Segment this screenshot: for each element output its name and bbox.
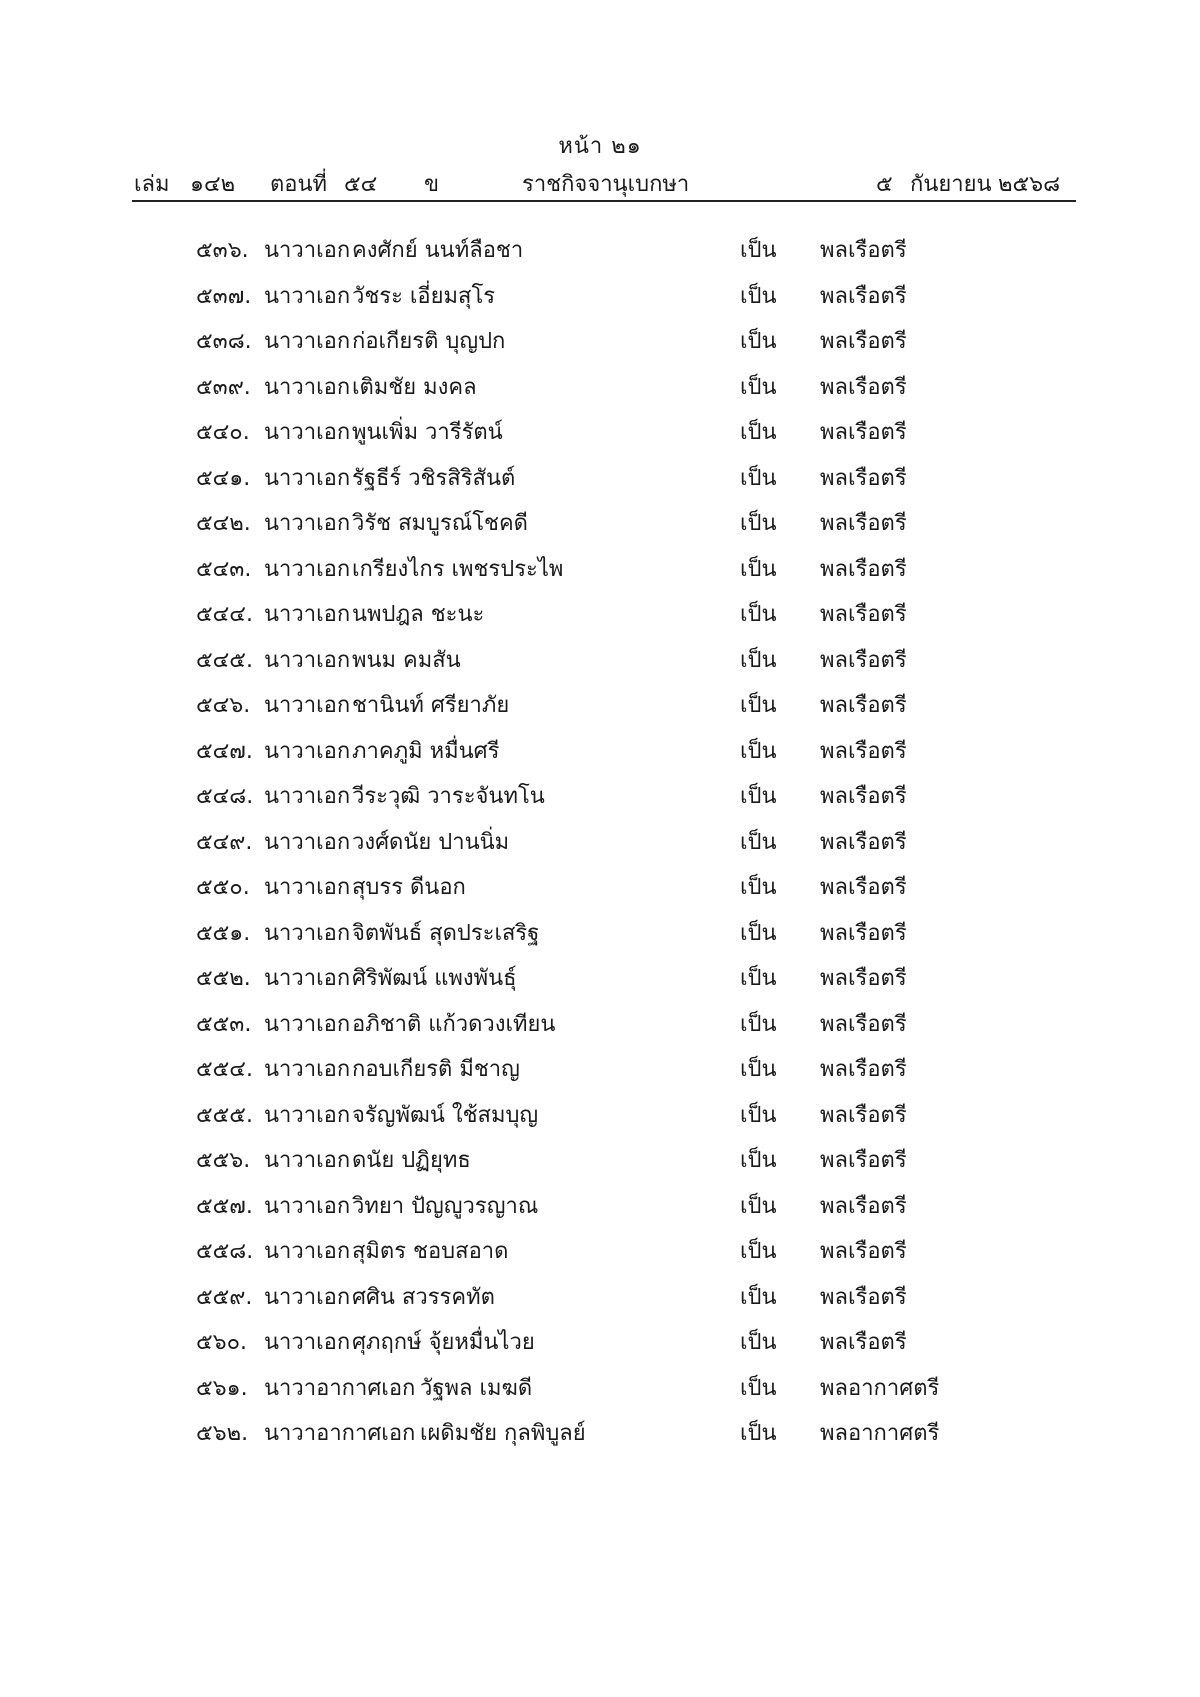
entry-new-rank: พลเรือตรี: [820, 784, 907, 809]
entry-current-rank: นาวาเอก: [264, 647, 351, 673]
volume-label: เล่ม: [134, 172, 170, 197]
entry-new-rank: พลเรือตรี: [820, 1057, 907, 1082]
entry-name: จิตพันธ์ สุดประเสริฐ: [352, 920, 540, 946]
entry-connector: เป็น: [740, 1284, 777, 1310]
list-item: [0, 1002, 1200, 1048]
entry-current-rank: นาวาเอก: [264, 238, 351, 263]
list-item: [0, 729, 1200, 775]
issue-section: ข: [424, 172, 440, 197]
entry-name: วีระวุฒิ วาระจันทโน: [352, 784, 545, 809]
list-item: [0, 274, 1200, 320]
entry-number: ๕๔๖.: [196, 693, 251, 718]
entry-current-rank: นาวาเอก: [264, 602, 351, 627]
entry-current-rank: นาวาเอก: [264, 283, 351, 309]
list-item: [0, 501, 1200, 547]
entry-new-rank: พลเรือตรี: [820, 829, 907, 855]
entry-current-rank: นาวาเอก: [264, 1102, 351, 1128]
promotion-list: [0, 228, 1200, 1457]
entry-name: วัฐพล เมฆดี: [420, 1375, 533, 1401]
entry-name: รัฐธีร์ วชิรสิริสันต์: [352, 465, 516, 491]
list-item: [0, 1138, 1200, 1184]
entry-current-rank: นาวาเอก: [264, 829, 351, 855]
entry-connector: เป็น: [740, 1148, 777, 1173]
entry-current-rank: นาวาเอก: [264, 1330, 351, 1355]
entry-new-rank: พลเรือตรี: [820, 283, 907, 309]
entry-number: ๕๔๐.: [196, 420, 250, 445]
entry-new-rank: พลเรือตรี: [820, 556, 907, 582]
entry-name: วิทยา ปัญญูวรญาณ: [352, 1193, 539, 1219]
entry-current-rank: นาวาเอก: [264, 966, 351, 991]
entry-new-rank: พลอากาศตรี: [820, 1421, 940, 1446]
entry-connector: เป็น: [740, 1011, 777, 1037]
header-rule: [132, 200, 1076, 202]
date-month: กันยายน: [910, 172, 992, 197]
entry-number: ๕๓๗.: [196, 283, 252, 309]
entry-connector: เป็น: [740, 329, 777, 354]
entry-current-rank: นาวาเอก: [264, 465, 351, 491]
entry-name: พนม คมสัน: [352, 647, 461, 673]
entry-number: ๕๕๐.: [196, 875, 250, 900]
entry-new-rank: พลเรือตรี: [820, 920, 907, 946]
entry-connector: เป็น: [740, 556, 777, 582]
entry-name: เผดิมชัย กุลพิบูลย์: [420, 1421, 586, 1446]
entry-name: สุมิตร ชอบสอาด: [352, 1239, 509, 1264]
page-number: หน้า ๒๑: [558, 134, 642, 159]
entry-number: ๕๕๗.: [196, 1193, 253, 1219]
list-item: [0, 228, 1200, 274]
entry-number: ๕๔๘.: [196, 784, 254, 809]
date-year: ๒๕๖๘: [998, 172, 1061, 197]
entry-connector: เป็น: [740, 1330, 777, 1355]
entry-name: วงศ์ดนัย ปานนิ่ม: [352, 829, 510, 855]
list-item: [0, 1275, 1200, 1321]
entry-connector: เป็น: [740, 374, 777, 400]
entry-number: ๕๔๙.: [196, 829, 253, 855]
entry-connector: เป็น: [740, 465, 777, 491]
entry-number: ๕๕๒.: [196, 966, 251, 991]
entry-new-rank: พลเรือตรี: [820, 374, 907, 400]
entry-number: ๕๕๙.: [196, 1284, 253, 1310]
entry-new-rank: พลเรือตรี: [820, 647, 907, 673]
entry-connector: เป็น: [740, 1421, 777, 1446]
entry-number: ๕๖๐.: [196, 1330, 248, 1355]
entry-name: นพปฎล ชะนะ: [352, 602, 485, 627]
entry-connector: เป็น: [740, 784, 777, 809]
entry-number: ๕๕๓.: [196, 1011, 252, 1037]
entry-number: ๕๔๕.: [196, 647, 253, 673]
entry-current-rank: นาวาเอก: [264, 1011, 351, 1037]
entry-number: ๕๕๘.: [196, 1239, 254, 1264]
entry-number: ๕๔๗.: [196, 738, 253, 764]
list-item: [0, 410, 1200, 456]
entry-new-rank: พลเรือตรี: [820, 693, 907, 718]
entry-number: ๕๕๑.: [196, 920, 251, 946]
entry-number: ๕๖๒.: [196, 1421, 249, 1446]
entry-name: ศุภฤกษ์ จุ้ยหมื่นไวย: [352, 1330, 535, 1355]
issue-number: ๕๔: [344, 172, 378, 197]
entry-number: ๕๕๔.: [196, 1057, 253, 1082]
entry-new-rank: พลเรือตรี: [820, 465, 907, 491]
entry-new-rank: พลเรือตรี: [820, 966, 907, 991]
entry-current-rank: นาวาเอก: [264, 1284, 351, 1310]
entry-current-rank: นาวาเอก: [264, 1193, 351, 1219]
entry-current-rank: นาวาเอก: [264, 329, 351, 354]
list-item: [0, 547, 1200, 593]
entry-current-rank: นาวาเอก: [264, 420, 351, 445]
list-item: [0, 1093, 1200, 1139]
entry-current-rank: นาวาเอก: [264, 1057, 351, 1082]
list-item: [0, 319, 1200, 365]
list-item: [0, 774, 1200, 820]
list-item: [0, 456, 1200, 502]
entry-number: ๕๔๒.: [196, 511, 251, 536]
list-item: [0, 911, 1200, 957]
entry-name: ดนัย ปฏิยุทธ: [352, 1148, 471, 1173]
entry-number: ๕๔๓.: [196, 556, 252, 582]
entry-new-rank: พลเรือตรี: [820, 602, 907, 627]
entry-connector: เป็น: [740, 966, 777, 991]
volume-number: ๑๔๒: [190, 172, 236, 197]
entry-name: เติมชัย มงคล: [352, 374, 477, 400]
list-item: [0, 1366, 1200, 1412]
entry-connector: เป็น: [740, 920, 777, 946]
issue-label: ตอนที่: [270, 172, 328, 197]
list-item: [0, 592, 1200, 638]
entry-new-rank: พลเรือตรี: [820, 738, 907, 764]
entry-new-rank: พลเรือตรี: [820, 1148, 907, 1173]
entry-current-rank: นาวาเอก: [264, 875, 351, 900]
entry-name: อภิชาติ แก้วดวงเทียน: [352, 1011, 556, 1037]
entry-new-rank: พลเรือตรี: [820, 1239, 907, 1264]
entry-name: วิรัช สมบูรณ์โชคดี: [352, 511, 528, 536]
entry-connector: เป็น: [740, 647, 777, 673]
entry-number: ๕๓๙.: [196, 374, 251, 400]
entry-current-rank: นาวาเอก: [264, 556, 351, 582]
entry-number: ๕๔๔.: [196, 602, 253, 627]
list-item: [0, 1229, 1200, 1275]
entry-name: ก่อเกียรติ บุญปก: [352, 329, 506, 354]
entry-connector: เป็น: [740, 283, 777, 309]
entry-connector: เป็น: [740, 693, 777, 718]
entry-connector: เป็น: [740, 1375, 777, 1401]
entry-new-rank: พลเรือตรี: [820, 1011, 907, 1037]
entry-new-rank: พลอากาศตรี: [820, 1375, 940, 1401]
entry-number: ๕๔๑.: [196, 465, 251, 491]
date-day: ๕: [876, 172, 893, 197]
list-item: [0, 1184, 1200, 1230]
entry-connector: เป็น: [740, 829, 777, 855]
entry-connector: เป็น: [740, 511, 777, 536]
entry-new-rank: พลเรือตรี: [820, 1284, 907, 1310]
entry-connector: เป็น: [740, 238, 777, 263]
entry-connector: เป็น: [740, 875, 777, 900]
entry-number: ๕๕๕.: [196, 1102, 253, 1128]
entry-name: ศศิน สวรรคทัต: [352, 1284, 495, 1310]
entry-connector: เป็น: [740, 602, 777, 627]
entry-new-rank: พลเรือตรี: [820, 511, 907, 536]
entry-connector: เป็น: [740, 1239, 777, 1264]
entry-name: กอบเกียรติ มีชาญ: [352, 1057, 520, 1082]
entry-new-rank: พลเรือตรี: [820, 329, 907, 354]
entry-current-rank: นาวาเอก: [264, 784, 351, 809]
entry-current-rank: นาวาเอก: [264, 1148, 351, 1173]
entry-connector: เป็น: [740, 420, 777, 445]
entry-current-rank: นาวาอากาศเอก: [264, 1375, 416, 1401]
list-item: [0, 1320, 1200, 1366]
list-item: [0, 683, 1200, 729]
entry-current-rank: นาวาเอก: [264, 693, 351, 718]
entry-name: พูนเพิ่ม วารีรัตน์: [352, 420, 503, 445]
entry-current-rank: นาวาเอก: [264, 511, 351, 536]
list-item: [0, 365, 1200, 411]
entry-name: สุบรร ดีนอก: [352, 875, 466, 900]
gazette-title: ราชกิจจานุเบกษา: [522, 172, 690, 197]
entry-number: ๕๕๖.: [196, 1148, 251, 1173]
entry-name: ชานินท์ ศรียาภัย: [352, 693, 510, 718]
entry-new-rank: พลเรือตรี: [820, 1193, 907, 1219]
entry-number: ๕๓๖.: [196, 238, 249, 263]
entry-name: คงศักย์ นนท์ลือชา: [352, 238, 524, 263]
list-item: [0, 956, 1200, 1002]
entry-connector: เป็น: [740, 1102, 777, 1128]
entry-connector: เป็น: [740, 738, 777, 764]
entry-current-rank: นาวาเอก: [264, 738, 351, 764]
entry-current-rank: นาวาอากาศเอก: [264, 1421, 416, 1446]
list-item: [0, 1047, 1200, 1093]
list-item: [0, 638, 1200, 684]
list-item: [0, 1411, 1200, 1457]
entry-name: วัชระ เอี่ยมสุโร: [352, 283, 496, 309]
entry-new-rank: พลเรือตรี: [820, 1102, 907, 1128]
entry-new-rank: พลเรือตรี: [820, 875, 907, 900]
entry-current-rank: นาวาเอก: [264, 374, 351, 400]
entry-new-rank: พลเรือตรี: [820, 420, 907, 445]
entry-number: ๕๖๑.: [196, 1375, 248, 1401]
list-item: [0, 865, 1200, 911]
entry-name: ศิริพัฒน์ แพงพันธุ์: [352, 966, 517, 991]
entry-name: ภาคภูมิ หมื่นศรี: [352, 738, 500, 764]
entry-connector: เป็น: [740, 1193, 777, 1219]
entry-new-rank: พลเรือตรี: [820, 1330, 907, 1355]
gazette-header: [134, 166, 1074, 200]
entry-current-rank: นาวาเอก: [264, 920, 351, 946]
entry-name: จรัญพัฒน์ ใช้สมบุญ: [352, 1102, 539, 1128]
entry-current-rank: นาวาเอก: [264, 1239, 351, 1264]
entry-name: เกรียงไกร เพชรประไพ: [352, 556, 564, 582]
list-item: [0, 820, 1200, 866]
entry-new-rank: พลเรือตรี: [820, 238, 907, 263]
entry-connector: เป็น: [740, 1057, 777, 1082]
entry-number: ๕๓๘.: [196, 329, 252, 354]
